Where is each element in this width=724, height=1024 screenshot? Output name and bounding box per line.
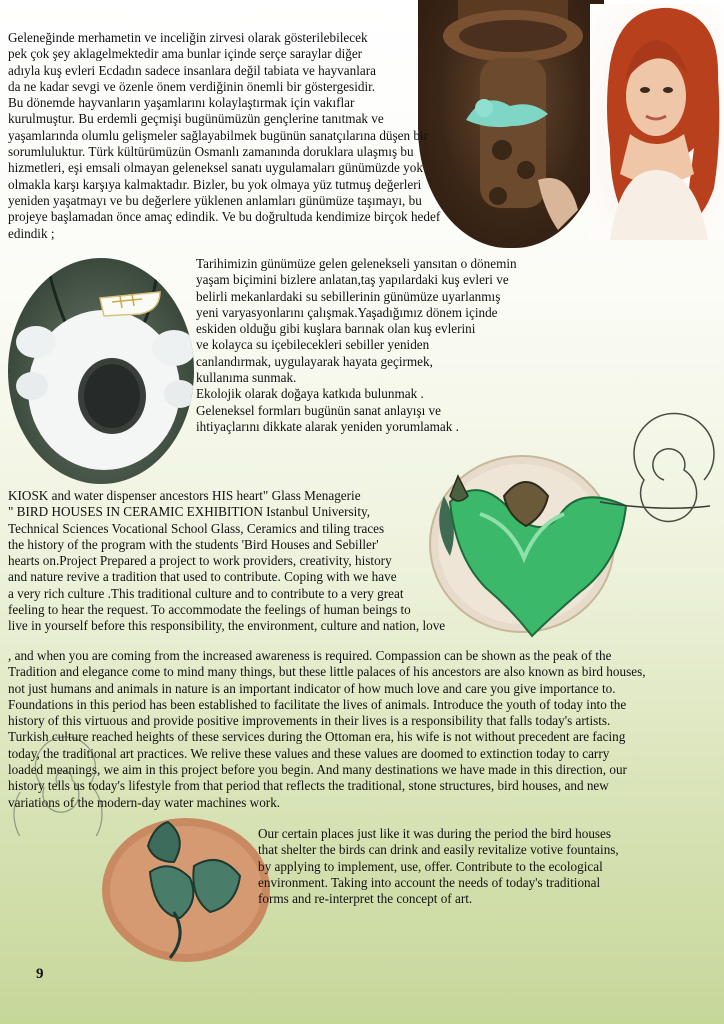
turkish-text-block-2 (196, 256, 517, 435)
text-line: hizmetleri, eşi emsali olmayan geleneksel sanatı uygulamaları günümüzde yok (8, 160, 423, 176)
text-line: Foundations in this period has been established to facilitate the lives of animals. Introduce the youth of today into the (8, 696, 627, 712)
text-line: sorumluluktur. Türk kültürümüzün Osmanlı zamanında doruklara ulaşmış bu (8, 144, 414, 160)
text-line: live in yourself before this responsibility, the environment, culture and nation, love (8, 618, 446, 634)
text-line: , and when you are coming from the increased awareness is required. Compassion can be shown as the peak of the (8, 648, 612, 663)
text-line: history tells us today's lifestyle from that period that reflects the traditional, stone structures, bird houses, and new (8, 778, 609, 794)
text-line: yeniden yaşatmayı ve bu değerlere yüklenen anlamları günümüze taşımayı, bu (8, 192, 422, 208)
text-line: KIOSK and water dispenser ancestors HIS heart" Glass Menagerie (8, 488, 361, 503)
text-line: environment. Taking into account the needs of today's traditional (258, 874, 601, 890)
text-line: Technical Sciences Vocational School Glass, Ceramics and tiling traces (8, 520, 385, 536)
text-line: a very rich culture .This traditional culture and to contribute to a very great (8, 585, 404, 601)
text-line: ihtiyaçlarını dikkate alarak yeniden yorumlamak . (196, 418, 459, 434)
text-line: da ne kadar sevgi ve özenle önem verdiğinin önemli bir göstergesidir. (8, 78, 376, 94)
text-line: not just humans and animals in nature is an important indicator of how much love and care you give importance to. (8, 680, 616, 696)
text-line: yeni varyasyonlarını çalışmak.Yaşadığımız dönem içinde (196, 304, 498, 320)
text-line: adıyla kuş evleri Ecdadın sadece insanlara değil tabiata ve hayvanlara (8, 62, 376, 78)
text-line: variations of the modern-day water machines work. (8, 794, 281, 810)
artist-portrait-photo (590, 4, 724, 240)
text-line: projeye başlamadan önce amaç edindik. Ve bu doğrultuda kendimize birçok hedef (8, 209, 441, 225)
text-line: canlandırmak, uygulayarak hayata geçirmek, (196, 353, 433, 369)
text-line: pek çok şey aklagelmektedir ama bunlar içinde serçe saraylar diğer (8, 46, 363, 62)
text-line: eskiden olduğu gibi kuşlara barınak olan kuş evlerini (196, 321, 476, 337)
text-line: loaded meanings, we aim in this project before you begin. And many destinations we have made in this direction, our (8, 762, 627, 778)
text-line: Bu dönemde hayvanların yaşamlarını kolaylaştırmak için vakıflar (8, 95, 355, 111)
text-line: Ekolojik olarak doğaya katkıda bulunmak . (196, 386, 424, 402)
green-tulip-plate (414, 456, 724, 646)
text-line: and nature revive a tradition that used to contribute. Coping with we have (8, 569, 397, 585)
text-line: the history of the program with the students 'Bird Houses and Sebiller' (8, 536, 379, 552)
text-line: Turkish culture reached heights of these services during the Ottoman era, his wife is not without precedent are facing (8, 729, 626, 745)
text-line: history of this virtuous and provide positive improvements in their lives is a responsibility that falls today's artists. (8, 713, 611, 729)
english-text-block-1 (8, 488, 445, 635)
text-line: olmakla karşı karşıya kalmaktadır. Bizler, bu yok olmaya yüz tutmuş değerleri (8, 176, 422, 192)
text-line: yaşamlarında olumlu gelişmeler sağlayabilmek bugünün sanatçılarına düşen bir (8, 127, 429, 143)
text-line: by applying to implement, use, offer. Contribute to the ecological (258, 858, 603, 874)
text-line: Geleneğinde merhametin ve inceliğin zirvesi olarak gösterilebilecek (8, 30, 368, 45)
ceramic-birdhouse-photo (8, 258, 194, 484)
text-line: that shelter the birds can drink and easily revitalize votive fountains, (258, 842, 619, 858)
text-line: Tradition and elegance come to mind many things, but these little palaces of his ancestors are also known as bird houses, (8, 664, 646, 680)
text-line: yaşam biçimini bizlere anlatan,taş yapılardaki kuş evleri ve (196, 272, 509, 288)
text-line: Our certain places just like it was during the period the bird houses (258, 826, 612, 841)
text-line: kurulmuştur. Bu erdemli geçmişi bugünümüzün gençlerine tanıtmak ve (8, 111, 384, 127)
text-line: Tarihimizin günümüze gelen gelenekseli yansıtan o dönemin (196, 256, 517, 271)
text-line: hearts on.Project Prepared a project to work providers, creativity, history (8, 553, 392, 569)
text-line: forms and re-interpret the concept of art. (258, 891, 473, 907)
text-line: today, the traditional art practices. We relive these values and these values are doomed to extinction today to carry (8, 745, 610, 761)
text-line: kullanıma sunmak. (196, 370, 297, 386)
english-text-block-2 (8, 648, 646, 811)
text-line: belirli mekanlardaki su sebillerinin günümüze uyarlanmış (196, 288, 501, 304)
text-line: Geleneksel formları bugünün sanat anlayışı ve (196, 402, 441, 418)
text-line: ve kolayca su içebilecekleri sebiller yeniden (196, 337, 430, 353)
ceramic-figurine-photo (418, 0, 604, 248)
page-number: 9 (36, 966, 44, 982)
text-line: feeling to hear the request. To accommodate the feelings of human beings to (8, 602, 411, 618)
text-line: edindik ; (8, 225, 55, 241)
turkish-text-block-1 (8, 30, 440, 242)
english-text-block-3 (258, 826, 619, 907)
text-line: " BIRD HOUSES IN CERAMIC EXHIBITION Istanbul University, (8, 504, 371, 520)
